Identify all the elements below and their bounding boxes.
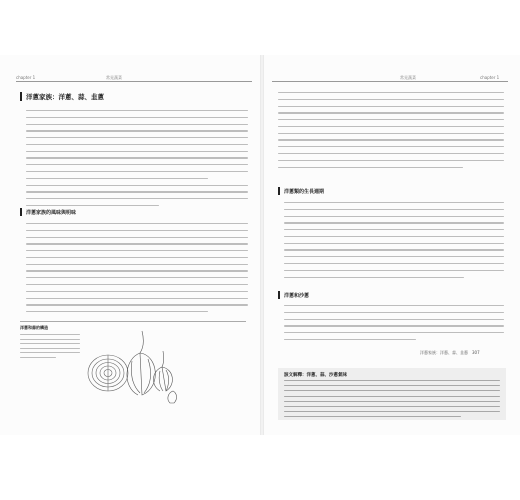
header-rule-right: [272, 81, 508, 82]
body-text-flavor: [26, 223, 248, 318]
onion-garlic-illustration: [86, 325, 180, 407]
running-head-chapter: chapter 1: [16, 75, 36, 80]
sidebar-box-text: [284, 380, 500, 422]
onion-cross-section-icon: [88, 355, 128, 391]
subsection-2-title: 洋蔥和沙蔥: [284, 293, 310, 299]
running-head-title: 常見蔬菜: [106, 75, 122, 80]
figure-caption: [20, 325, 80, 362]
running-head-right-title: 常見蔬菜: [400, 75, 416, 80]
garlic-bulb-icon: [153, 351, 172, 391]
body-text-shallot: [284, 305, 504, 346]
subsection-title: 洋蔥家族的風味與明味: [26, 210, 77, 216]
left-page: [0, 55, 262, 435]
body-text-growth: [284, 202, 504, 283]
section-title-bar: [20, 92, 22, 101]
figure-rule: [20, 321, 246, 322]
figure-caption-title: 洋蔥和蒜的構造: [20, 325, 48, 330]
subsection-1-title: 洋蔥類的生長週期: [284, 189, 325, 195]
onion-garlic-drawing: [86, 325, 180, 407]
subsection-title-bar: [20, 208, 22, 216]
body-text-continued: [278, 92, 504, 173]
page-folio: 洋蔥家族：洋蔥、蒜、韭蔥 307: [420, 350, 480, 355]
book-spread: [0, 55, 520, 435]
body-text-intro: [26, 110, 248, 212]
header-rule: [16, 81, 252, 82]
subsection-1-bar: [278, 187, 280, 195]
sidebar-box-title: 該文解釋：洋蔥、蒜、沙蔥氣味: [284, 373, 347, 378]
running-head-right-chapter: chapter 1: [480, 75, 500, 80]
garlic-clove-icon: [168, 391, 177, 403]
whole-onion-icon: [127, 331, 155, 395]
section-title: 洋蔥家族：洋蔥、蒜、韭蔥: [26, 93, 104, 101]
sidebar-box: [278, 368, 506, 420]
subsection-2-bar: [278, 291, 280, 299]
